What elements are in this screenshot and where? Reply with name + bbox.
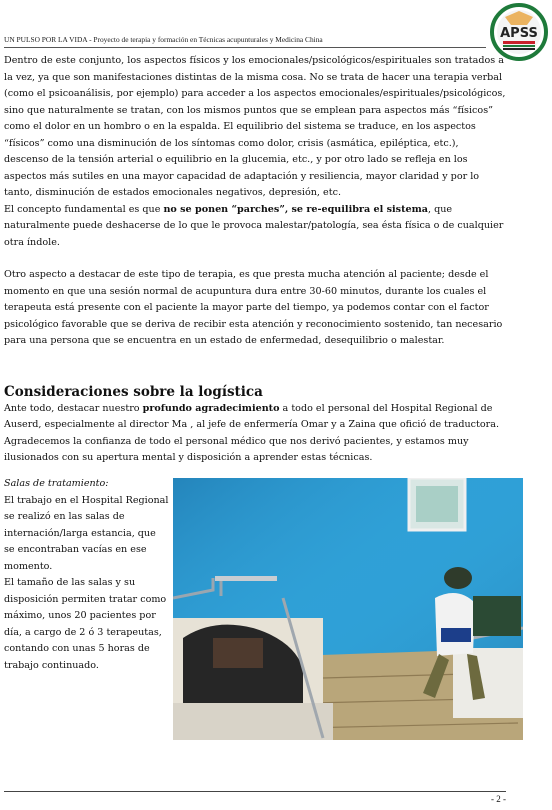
footer-divider — [4, 791, 506, 792]
treatment-rooms-title: Salas de tratamiento: — [4, 478, 109, 489]
gratitude-emphasis: profundo agradecimiento — [142, 402, 280, 414]
treatment-rooms-paragraph-1: El trabajo en el Hospital Regional se realizó en las salas de internación/larga estancia, que se encontraban vacías en ese momento. — [4, 494, 169, 572]
key-concept: no se ponen “parches”, se re-equilibra el sistema — [163, 203, 428, 215]
paragraph-1: Dentro de este conjunto, los aspectos físicos y los emocionales/psicológicos/espirituales son tratados a la vez, ya que son manifestaciones distintas de la misma cosa. No se trata de hacer una terapia verbal (como el psicoanálisis, por ejemplo) para acceder a los aspectos emocionales/espirituales/psicológicos, sino que naturalmente se tratan, con los mismos puntos que se emplean para aspectos más “físicos” como el dolor en un hombro o en la espalda. El equilibrio del sistema se traduce, en los aspectos “físicos” como una disminución de los síntomas como dolor, crisis (asmática, epiléptica, etc.), descenso de la tensión arterial o equilibrio en la glucemia, etc., y por otro lado se refleja en los aspectos más sutiles en una mayor capacidad de adaptación y resiliencia, mayor claridad y por lo tanto, disminución de estados emocionales negativos, depresión, etc. — [4, 55, 506, 198]
paragraph-3: Otro aspecto a destacar de este tipo de terapia, es que presta mucha atención al paciente; desde el momento en que una sesión normal de acupuntura dura entre 30-60 minutos, durante los cuales el terapeuta está presente con el paciente la mayor parte del tiempo, ya podemos contar con el factor psicológico favorable que se deriva de recibir esta atención y reconocimiento sostenido, tan necesario para una persona que se encuentra en un estado de enfermedad, desequilibrio o malestar. — [4, 269, 503, 346]
section-heading: Consideraciones sobre la logística — [4, 383, 263, 400]
treatment-rooms-paragraph-2: El tamaño de las salas y su disposición permiten tratar como máximo, unos 20 pacientes por día, a cargo de 2 ó 3 terapeutas, contando con unas 5 horas de trabajo continuado. — [4, 577, 167, 671]
main-content — [4, 53, 506, 467]
paragraph-4: Ante todo, destacar nuestro profundo agradecimiento a todo el personal del Hospital Regional de Auserd, especialmente al director Ma , al jefe de enfermería Omar y a Zaina que ofició de traductora. Agradecemos la confianza de todo el personal médico que nos derivó pacientes, y estamos muy ilusionados con su apertura mental y disposición a aprender estas técnicas. — [4, 402, 500, 463]
treatment-rooms-section — [4, 476, 169, 674]
logo-text: APSS — [500, 26, 538, 41]
hospital-room-photo — [173, 478, 523, 740]
header-divider — [4, 47, 486, 48]
page-number: - 2 - — [491, 794, 506, 804]
paragraph-2: El concepto fundamental es que no se ponen “parches”, se re-equilibra el sistema, que naturalmente puede deshacerse de lo que le provoca malestar/patología, sea ésta física o de cualquier otra índole. — [4, 203, 504, 248]
running-header: UN PULSO POR LA VIDA - Proyecto de terapia y formación en Técnicas acupunturales y Medicina China — [4, 35, 323, 44]
